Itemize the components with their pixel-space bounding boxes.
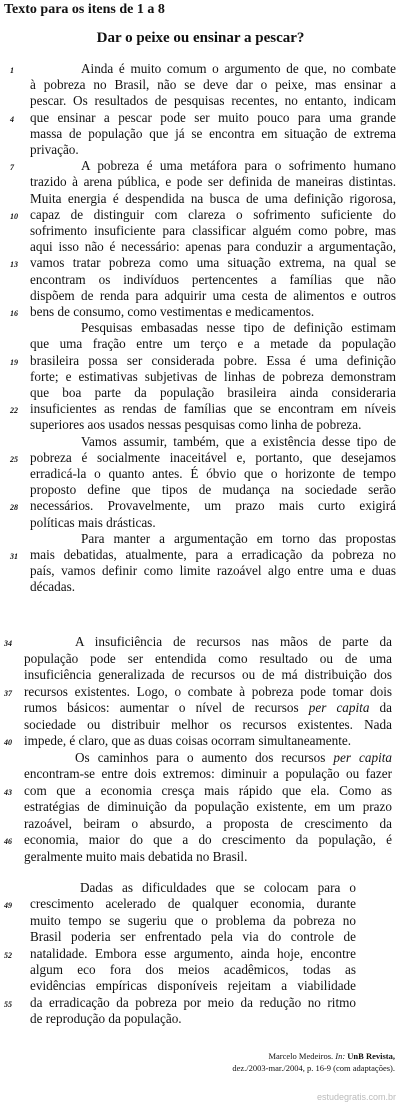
text-line: necessários. Provavelmente, um prazo mais curto exigirá xyxy=(30,498,396,514)
text-line: Os caminhos para o aumento dos recursos per capita xyxy=(75,749,393,765)
line-number: 37 xyxy=(4,688,12,698)
text-line: bens de consumo, como vestimentas e medicamentos. xyxy=(30,304,315,319)
per-capita-italic: per capita xyxy=(333,749,393,765)
text-line: mais debatidas, atualmente, para a erradicação da pobreza no xyxy=(30,547,396,562)
text-line: população pode ser entendida como resultado ou de uma xyxy=(24,650,392,666)
text-line: Pesquisas embasadas nesse tipo de definição estimam xyxy=(81,320,396,336)
text-line: recursos existentes. Logo, o combate à pobreza pode tomar dois xyxy=(24,683,392,699)
line-number: 7 xyxy=(10,163,14,173)
text-line: sofrimento insuficiente para classificar alguém como pobre, mas xyxy=(30,223,396,238)
line-number: 13 xyxy=(10,260,18,270)
text-line: à pobreza no Brasil, não se deve dar o peixe, mas ensinar a xyxy=(30,77,396,93)
line-number: 10 xyxy=(10,211,18,221)
text-line: vamos tratar pobreza como uma situação extrema, na qual se xyxy=(30,255,396,271)
text-line: Dadas as dificuldades que se colocam para o xyxy=(80,880,356,895)
text-line: forte; e estimativas subjetivas de linhas de pobreza demonstram xyxy=(30,368,396,384)
text-line: erradicá-la o quanto antes. É óbvio que o horizonte de tempo xyxy=(30,466,396,481)
text-line: proposto define que tipos de mudança na sociedade serão xyxy=(30,482,396,498)
line-number: 43 xyxy=(4,787,12,797)
text-line: trazido à arena pública, e pode ser definida de maneiras distintas. xyxy=(30,174,396,190)
credit-in: In: xyxy=(335,1051,346,1061)
text-line: natalidade. Embora esse argumento, ainda hoje, encontre xyxy=(30,945,356,961)
text-line: privação. xyxy=(30,142,79,157)
line-number: 16 xyxy=(10,309,18,318)
text-line: crescimento acelerado de qualquer economia, durante xyxy=(30,896,356,912)
text-line: geralmente muito mais debatida no Brasil. xyxy=(24,848,248,864)
credit-source: UnB Revista, xyxy=(347,1051,395,1061)
text-line: da erradicação da pobreza por meio da redução no ritmo xyxy=(30,994,356,1010)
article-title: Dar o peixe ou ensinar a pescar? xyxy=(96,30,305,46)
line-number: 1 xyxy=(10,66,14,75)
text-line: com que a economia cresça mais rápido que ela. Como as xyxy=(24,782,392,798)
line-number: 40 xyxy=(4,738,12,747)
text-line: massa de população que já se encontra em situação de extrema xyxy=(30,125,396,141)
text-line: Para manter a argumentação em torno das propostas xyxy=(81,530,396,546)
text-line: A pobreza é uma metáfora para o sofrimento humano xyxy=(81,158,396,174)
line-number: 55 xyxy=(4,999,12,1009)
text-line: encontram os indivíduos pertencentes a famílias que não xyxy=(30,271,396,287)
source-credit xyxy=(232,1050,395,1074)
line-number: 25 xyxy=(10,454,18,464)
site-watermark: estudegratis.com.br xyxy=(316,1092,396,1102)
text-line: capaz de distinguir com clareza o sofrimento suficiente do xyxy=(30,206,396,222)
text-line: insuficiência generalizada de recursos ou de má distribuição dos xyxy=(24,667,392,682)
text-line: encontram-se entre dois extremos: diminuir a população ou fazer xyxy=(24,766,392,781)
section-header: Texto para os itens de 1 a 8 xyxy=(4,2,165,17)
text-line: que boa parte da população brasileira ainda consideraria xyxy=(30,385,396,400)
text-line: Brasil poderia ser enfrentado pela via do controle de xyxy=(30,929,356,945)
text-line: estratégias de diminuição da população existente, em um prazo xyxy=(24,799,392,814)
line-number: 34 xyxy=(4,639,12,648)
text-line: pescar. Os resultados de pesquisas recentes, no entanto, indicam xyxy=(30,93,396,109)
text-line: superiores aos usados nessas pesquisas como linha de pobreza. xyxy=(30,417,362,433)
text-line: economia, maior do que a do crescimento da população, é xyxy=(24,832,392,847)
text-line: dispõem de renda para adquirir uma cesta de alimentos e outros xyxy=(30,287,396,303)
text-line: muito tempo se sugeriu que o problema da pobreza no xyxy=(30,912,356,928)
text-line: políticas mais drásticas. xyxy=(30,514,156,530)
credit-details: dez./2003-mar./2004, p. 16-9 (com adaptações). xyxy=(232,1063,395,1073)
line-number: 22 xyxy=(10,406,18,416)
text-line: brasileira possa ser considerada pobre. Essa é uma definição xyxy=(30,352,396,368)
text-line: Vamos assumir, também, que a existência desse tipo de xyxy=(81,433,396,449)
line-number: 19 xyxy=(10,357,18,367)
text-line: que uma fração entre um terço e a metade da população xyxy=(30,336,396,352)
text-line: que ensinar a pescar pode ser muito pouco para uma grande xyxy=(30,109,396,125)
text-line: de reprodução da população. xyxy=(30,1011,182,1027)
text-line: Ainda é muito comum o argumento de que, no combate xyxy=(81,61,396,76)
text-line: décadas. xyxy=(30,579,76,595)
text-line: algum eco fora dos meios acadêmicos, todas as xyxy=(30,962,356,977)
text-line: impede, é claro, que as duas coisas ocorram simultaneamente. xyxy=(24,733,352,748)
line-number: 28 xyxy=(10,503,18,513)
text-line: evidências empíricas disponíveis rejeitam a viabilidade xyxy=(30,978,356,994)
text-line: país, vamos definir como limite razoável algo entre uma e duas xyxy=(30,563,396,579)
text-line: razoável, beiram o absurdo, a proposta de crescimento da xyxy=(24,815,392,831)
line-number: 31 xyxy=(10,552,18,561)
text-line: sociedade ou distribuir melhor os recursos existentes. Nada xyxy=(24,716,392,732)
line-number: 52 xyxy=(4,950,12,960)
text-line: Muita energia é despendida na busca de uma definição rigorosa, xyxy=(30,190,396,206)
text-line: A insuficiência de recursos nas mãos de parte da xyxy=(75,634,392,649)
line-number: 4 xyxy=(10,114,14,124)
credit-author: Marcelo Medeiros. xyxy=(268,1051,334,1061)
per-capita-italic: per capita xyxy=(308,700,370,715)
text-line: insuficientes as rendas de famílias que se encontram em níveis xyxy=(30,401,396,417)
text-line: aqui isso não é necessário: apenas para conduzir a argumentação, xyxy=(30,239,396,255)
text-line: pobreza é socialmente inaceitável e, portanto, que desejamos xyxy=(30,449,396,465)
line-number: 49 xyxy=(4,901,12,911)
line-number: 46 xyxy=(4,837,12,846)
text-line: rumos básicos: aumentar o nível de recursos per capita da xyxy=(24,700,392,715)
